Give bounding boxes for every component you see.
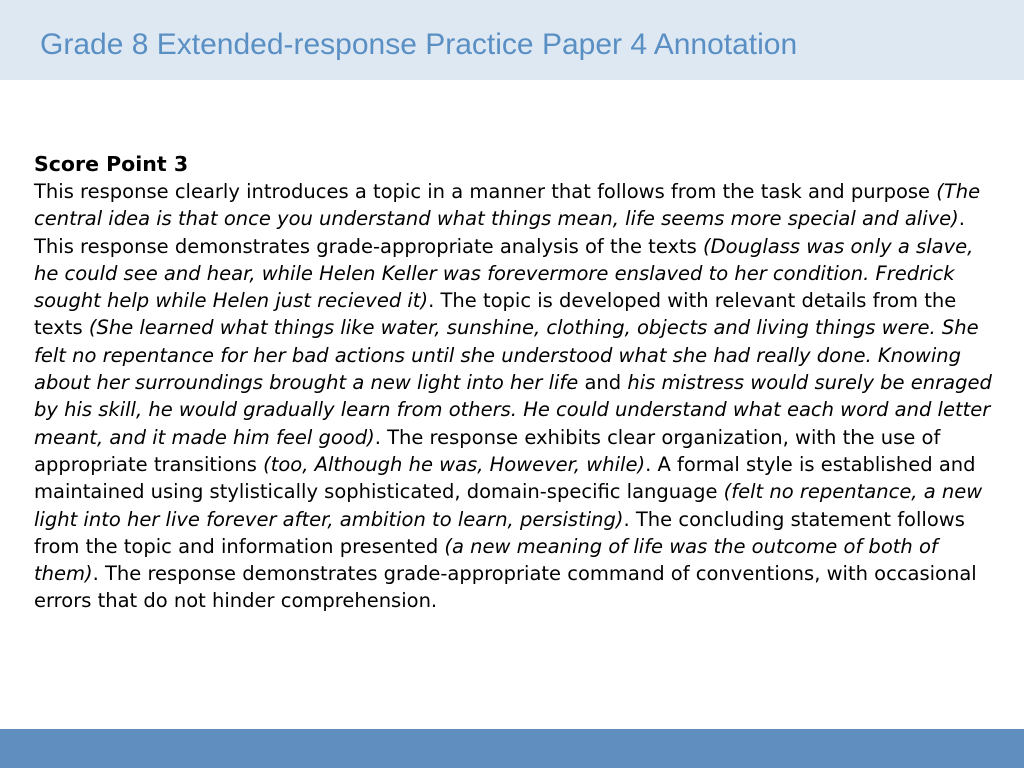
footer-band	[0, 729, 1024, 768]
annotation-text: . The concluding statement follows from the topic and information presented	[34, 507, 965, 558]
score-point-heading: Score Point 3	[34, 152, 189, 176]
evidence-quote: (Douglass was only a slave, he could see and hear, while Helen Keller was forevermore enslaved to her condition. Fredrick sought help while Helen just recieved it)	[34, 234, 974, 313]
annotation-text: . A formal style is established and maintained using stylistically sophisticated, domain-specific language	[34, 452, 976, 504]
annotation-text: This response clearly introduces a topic in a manner that follows from the task and purpose	[34, 180, 937, 203]
annotation-content	[34, 150, 996, 615]
slide-title: Grade 8 Extended-response Practice Paper 4 Annotation	[40, 28, 798, 61]
evidence-quote: (felt no repentance, a new light into her live forever after, ambition to learn, persisting)	[34, 480, 983, 531]
evidence-quote: (The central idea is that once you understand what things mean, life seems more special and alive)	[34, 180, 981, 231]
annotation-text: . The topic is developed with relevant details from the texts	[34, 289, 957, 340]
annotation-paragraph	[34, 178, 996, 615]
annotation-text: and	[578, 371, 628, 395]
annotation-text: . This response demonstrates grade-appropriate analysis of the texts	[34, 207, 965, 258]
annotation-text: . The response exhibits clear organization, with the use of appropriate transitions	[34, 425, 941, 476]
annotation-text: . The response demonstrates grade-appropriate command of conventions, with occasional errors that do not hinder comprehension.	[34, 562, 977, 613]
evidence-quote: (too, Although he was, However, while)	[263, 452, 646, 476]
evidence-quote: (a new meaning of life was the outcome of both of them)	[34, 534, 938, 586]
evidence-quote: his mistress would surely be enraged by his skill, he would gradually learn from others. He could understand what each word and letter meant, and it made him feel good)	[34, 371, 992, 449]
evidence-quote: (She learned what things like water, sunshine, clothing, objects and living things were. She felt no repentance for her bad actions until she understood what she had really done. Knowing about her surroundings brought a new light into her life	[34, 316, 979, 395]
